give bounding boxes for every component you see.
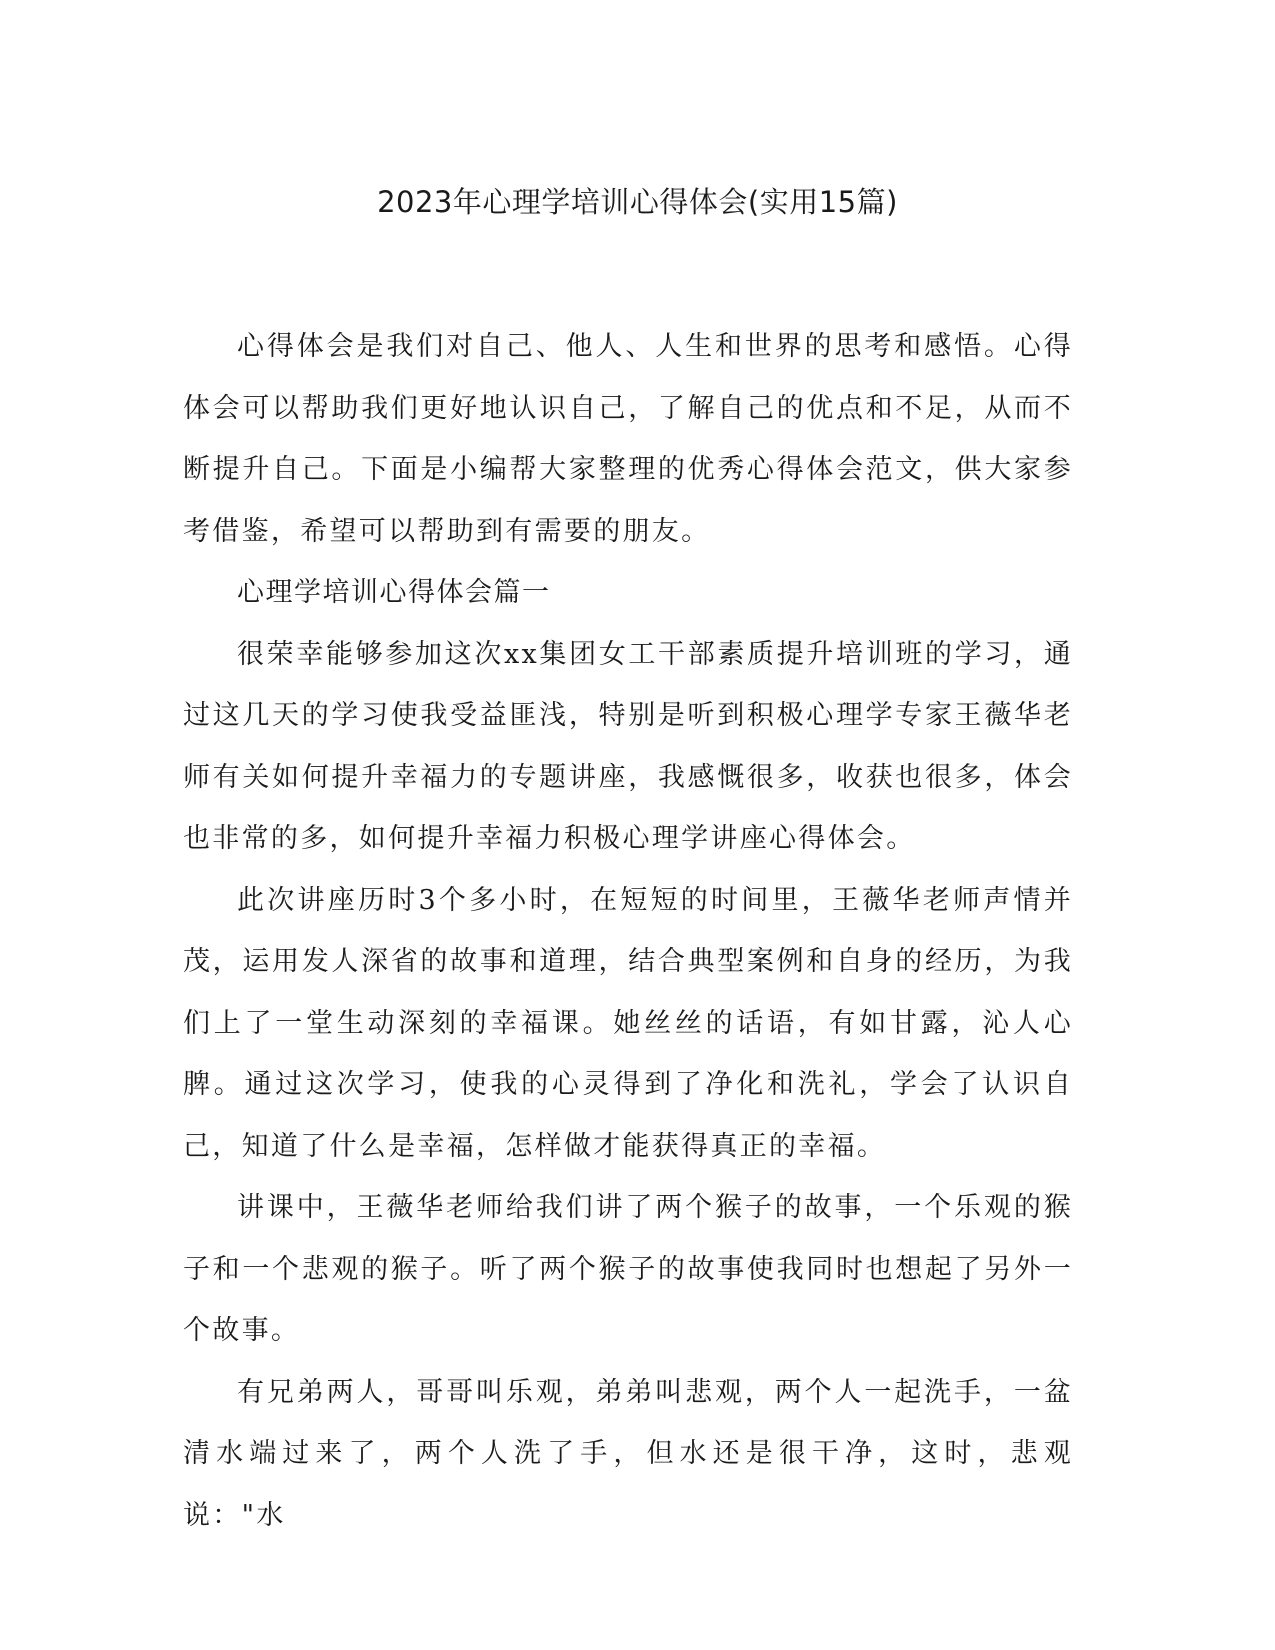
section-heading: 心理学培训心得体会篇一 (237, 577, 551, 608)
body-paragraph: 讲课中，王薇华老师给我们讲了两个猴子的故事，一个乐观的猴子和一个悲观的猴子。听了两个猴子的故事使我同时也想起了另外一个故事。 (183, 1192, 1073, 1346)
body-paragraph: 有兄弟两人，哥哥叫乐观，弟弟叫悲观，两个人一起洗手，一盆清水端过来了，两个人洗了手，但水还是很干净，这时，悲观说："水 (183, 1376, 1073, 1531)
document-title: 2023年心理学培训心得体会(实用15篇) (377, 185, 898, 219)
intro-paragraph: 心得体会是我们对自己、他人、人生和世界的思考和感悟。心得体会可以帮助我们更好地认识自己，了解自己的优点和不足，从而不断提升自己。下面是小编帮大家整理的优秀心得体会范文，供大家参考借鉴，希望可以帮助到有需要的朋友。 (183, 331, 1073, 547)
document-body (183, 316, 1073, 1546)
body-paragraph: 此次讲座历时3个多小时，在短短的时间里，王薇华老师声情并茂，运用发人深省的故事和道理，结合典型案例和自身的经历，为我们上了一堂生动深刻的幸福课。她丝丝的话语，有如甘露，沁人心脾。通过这次学习，使我的心灵得到了净化和洗礼，学会了认识自己，知道了什么是幸福，怎样做才能获得真正的幸福。 (183, 884, 1073, 1162)
body-paragraph: 很荣幸能够参加这次xx集团女工干部素质提升培训班的学习，通过这几天的学习使我受益匪浅，特别是听到积极心理学专家王薇华老师有关如何提升幸福力的专题讲座，我感慨很多，收获也很多，体会也非常的多，如何提升幸福力积极心理学讲座心得体会。 (183, 638, 1073, 854)
